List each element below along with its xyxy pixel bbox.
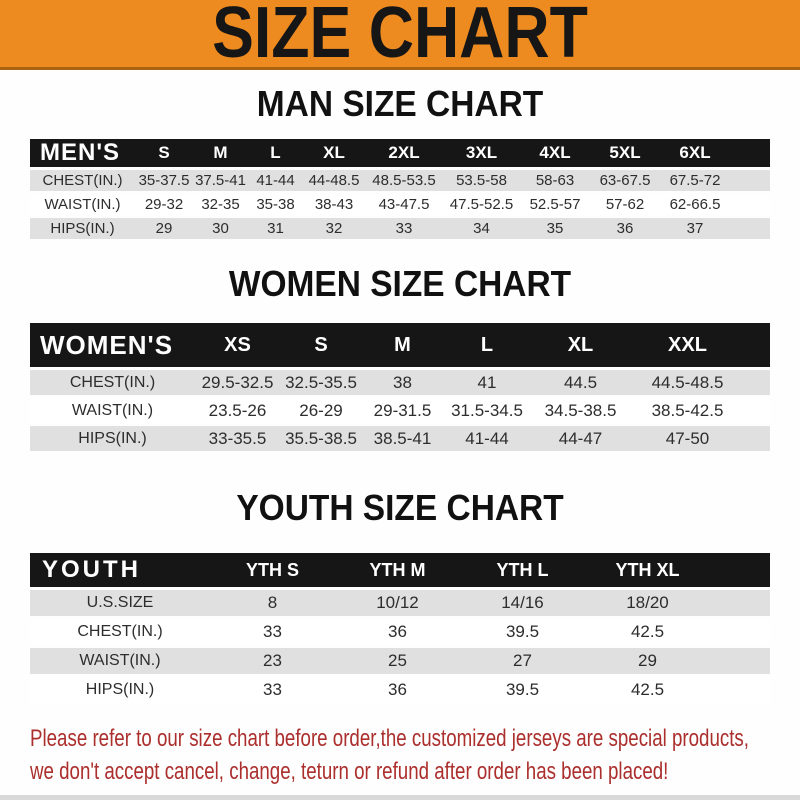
men-table-title: MEN'S bbox=[30, 139, 135, 167]
table-row bbox=[30, 370, 770, 395]
size-cell: 33 bbox=[365, 218, 443, 239]
size-cell: 29.5-32.5 bbox=[195, 370, 280, 395]
size-cell: 38.5-42.5 bbox=[630, 398, 745, 423]
size-cell: 31 bbox=[248, 218, 303, 239]
size-cell: 62-66.5 bbox=[660, 194, 730, 215]
spacer-cell bbox=[710, 677, 770, 703]
table-row bbox=[30, 426, 770, 451]
women-size-table bbox=[30, 320, 770, 454]
row-label: WAIST(IN.) bbox=[30, 648, 210, 674]
column-header: XL bbox=[303, 139, 365, 167]
size-cell: 10/12 bbox=[335, 590, 460, 616]
size-cell: 41-44 bbox=[248, 170, 303, 191]
size-cell: 37 bbox=[660, 218, 730, 239]
men-size-table bbox=[30, 136, 770, 242]
size-cell: 63-67.5 bbox=[590, 170, 660, 191]
size-cell: 32-35 bbox=[193, 194, 248, 215]
size-cell: 35.5-38.5 bbox=[280, 426, 362, 451]
size-cell: 39.5 bbox=[460, 619, 585, 645]
column-header: 2XL bbox=[365, 139, 443, 167]
column-header: 3XL bbox=[443, 139, 520, 167]
size-cell: 18/20 bbox=[585, 590, 710, 616]
women-table-title: WOMEN'S bbox=[30, 323, 195, 367]
banner-title: SIZE CHART bbox=[212, 0, 588, 73]
women-size-table-wrap bbox=[0, 320, 800, 454]
size-cell: 23 bbox=[210, 648, 335, 674]
column-header: L bbox=[248, 139, 303, 167]
column-header: 4XL bbox=[520, 139, 590, 167]
size-cell: 33 bbox=[210, 677, 335, 703]
size-cell: 35-38 bbox=[248, 194, 303, 215]
size-cell: 35 bbox=[520, 218, 590, 239]
size-cell: 38.5-41 bbox=[362, 426, 443, 451]
size-cell: 34.5-38.5 bbox=[531, 398, 630, 423]
spacer-cell bbox=[730, 170, 770, 191]
size-cell: 27 bbox=[460, 648, 585, 674]
size-cell: 44.5 bbox=[531, 370, 630, 395]
size-cell: 48.5-53.5 bbox=[365, 170, 443, 191]
size-cell: 34 bbox=[443, 218, 520, 239]
column-header: YTH S bbox=[210, 553, 335, 587]
row-label: WAIST(IN.) bbox=[30, 194, 135, 215]
size-cell: 8 bbox=[210, 590, 335, 616]
bottom-strip bbox=[0, 795, 800, 800]
youth-size-table bbox=[30, 550, 770, 706]
size-cell: 57-62 bbox=[590, 194, 660, 215]
size-cell: 29-32 bbox=[135, 194, 193, 215]
size-cell: 44-47 bbox=[531, 426, 630, 451]
men-header-row bbox=[30, 139, 770, 167]
size-chart-banner bbox=[0, 0, 800, 73]
size-cell: 30 bbox=[193, 218, 248, 239]
size-cell: 37.5-41 bbox=[193, 170, 248, 191]
spacer-cell bbox=[730, 139, 770, 167]
column-header: 5XL bbox=[590, 139, 660, 167]
table-row bbox=[30, 619, 770, 645]
size-cell: 25 bbox=[335, 648, 460, 674]
size-cell: 44.5-48.5 bbox=[630, 370, 745, 395]
table-row bbox=[30, 677, 770, 703]
size-cell: 38 bbox=[362, 370, 443, 395]
size-cell: 36 bbox=[590, 218, 660, 239]
row-label: U.S.SIZE bbox=[30, 590, 210, 616]
size-cell: 33-35.5 bbox=[195, 426, 280, 451]
size-cell: 29-31.5 bbox=[362, 398, 443, 423]
size-cell: 43-47.5 bbox=[365, 194, 443, 215]
youth-section-heading-text: YOUTH SIZE CHART bbox=[236, 487, 564, 528]
youth-size-table-wrap bbox=[0, 550, 800, 706]
column-header: YTH XL bbox=[585, 553, 710, 587]
size-cell: 29 bbox=[135, 218, 193, 239]
man-section-heading bbox=[0, 83, 800, 124]
size-cell: 41-44 bbox=[443, 426, 531, 451]
size-cell: 67.5-72 bbox=[660, 170, 730, 191]
column-header: XS bbox=[195, 323, 280, 367]
size-cell: 39.5 bbox=[460, 677, 585, 703]
size-cell: 58-63 bbox=[520, 170, 590, 191]
footer-note-line1: Please refer to our size chart before order,the customized jerseys are special products, bbox=[30, 725, 750, 752]
size-cell: 33 bbox=[210, 619, 335, 645]
column-header: XXL bbox=[630, 323, 745, 367]
column-header: S bbox=[280, 323, 362, 367]
row-label: CHEST(IN.) bbox=[30, 370, 195, 395]
size-cell: 32.5-35.5 bbox=[280, 370, 362, 395]
footer-note-line2: we don't accept cancel, change, teturn or refund after order has been placed! bbox=[30, 758, 669, 785]
column-header: YTH M bbox=[335, 553, 460, 587]
size-cell: 23.5-26 bbox=[195, 398, 280, 423]
table-row bbox=[30, 648, 770, 674]
row-label: WAIST(IN.) bbox=[30, 398, 195, 423]
row-label: HIPS(IN.) bbox=[30, 426, 195, 451]
spacer-cell bbox=[730, 194, 770, 215]
column-header: S bbox=[135, 139, 193, 167]
size-cell: 14/16 bbox=[460, 590, 585, 616]
size-cell: 38-43 bbox=[303, 194, 365, 215]
youth-table-title: YOUTH bbox=[30, 553, 210, 587]
women-section-heading bbox=[0, 263, 800, 304]
size-cell: 36 bbox=[335, 677, 460, 703]
size-cell: 47-50 bbox=[630, 426, 745, 451]
row-label: CHEST(IN.) bbox=[30, 619, 210, 645]
size-cell: 29 bbox=[585, 648, 710, 674]
table-row bbox=[30, 590, 770, 616]
size-cell: 41 bbox=[443, 370, 531, 395]
spacer-cell bbox=[745, 426, 770, 451]
size-cell: 35-37.5 bbox=[135, 170, 193, 191]
youth-section-heading bbox=[0, 487, 800, 528]
table-row bbox=[30, 194, 770, 215]
women-header-row bbox=[30, 323, 770, 367]
size-cell: 32 bbox=[303, 218, 365, 239]
spacer-cell bbox=[745, 398, 770, 423]
size-cell: 53.5-58 bbox=[443, 170, 520, 191]
table-row bbox=[30, 398, 770, 423]
row-label: HIPS(IN.) bbox=[30, 218, 135, 239]
size-cell: 26-29 bbox=[280, 398, 362, 423]
spacer-cell bbox=[710, 619, 770, 645]
column-header: XL bbox=[531, 323, 630, 367]
spacer-cell bbox=[710, 553, 770, 587]
man-section-heading-text: MAN SIZE CHART bbox=[256, 83, 544, 124]
youth-header-row bbox=[30, 553, 770, 587]
column-header: M bbox=[193, 139, 248, 167]
spacer-cell bbox=[730, 218, 770, 239]
size-cell: 36 bbox=[335, 619, 460, 645]
row-label: CHEST(IN.) bbox=[30, 170, 135, 191]
size-cell: 31.5-34.5 bbox=[443, 398, 531, 423]
column-header: M bbox=[362, 323, 443, 367]
table-row bbox=[30, 170, 770, 191]
men-size-table-wrap bbox=[0, 136, 800, 242]
spacer-cell bbox=[710, 648, 770, 674]
column-header: L bbox=[443, 323, 531, 367]
column-header: 6XL bbox=[660, 139, 730, 167]
women-section-heading-text: WOMEN SIZE CHART bbox=[228, 263, 572, 304]
footer-note bbox=[30, 722, 800, 788]
column-header: YTH L bbox=[460, 553, 585, 587]
size-cell: 47.5-52.5 bbox=[443, 194, 520, 215]
size-cell: 42.5 bbox=[585, 677, 710, 703]
size-cell: 52.5-57 bbox=[520, 194, 590, 215]
spacer-cell bbox=[745, 323, 770, 367]
table-row bbox=[30, 218, 770, 239]
size-cell: 42.5 bbox=[585, 619, 710, 645]
size-cell: 44-48.5 bbox=[303, 170, 365, 191]
spacer-cell bbox=[710, 590, 770, 616]
spacer-cell bbox=[745, 370, 770, 395]
row-label: HIPS(IN.) bbox=[30, 677, 210, 703]
